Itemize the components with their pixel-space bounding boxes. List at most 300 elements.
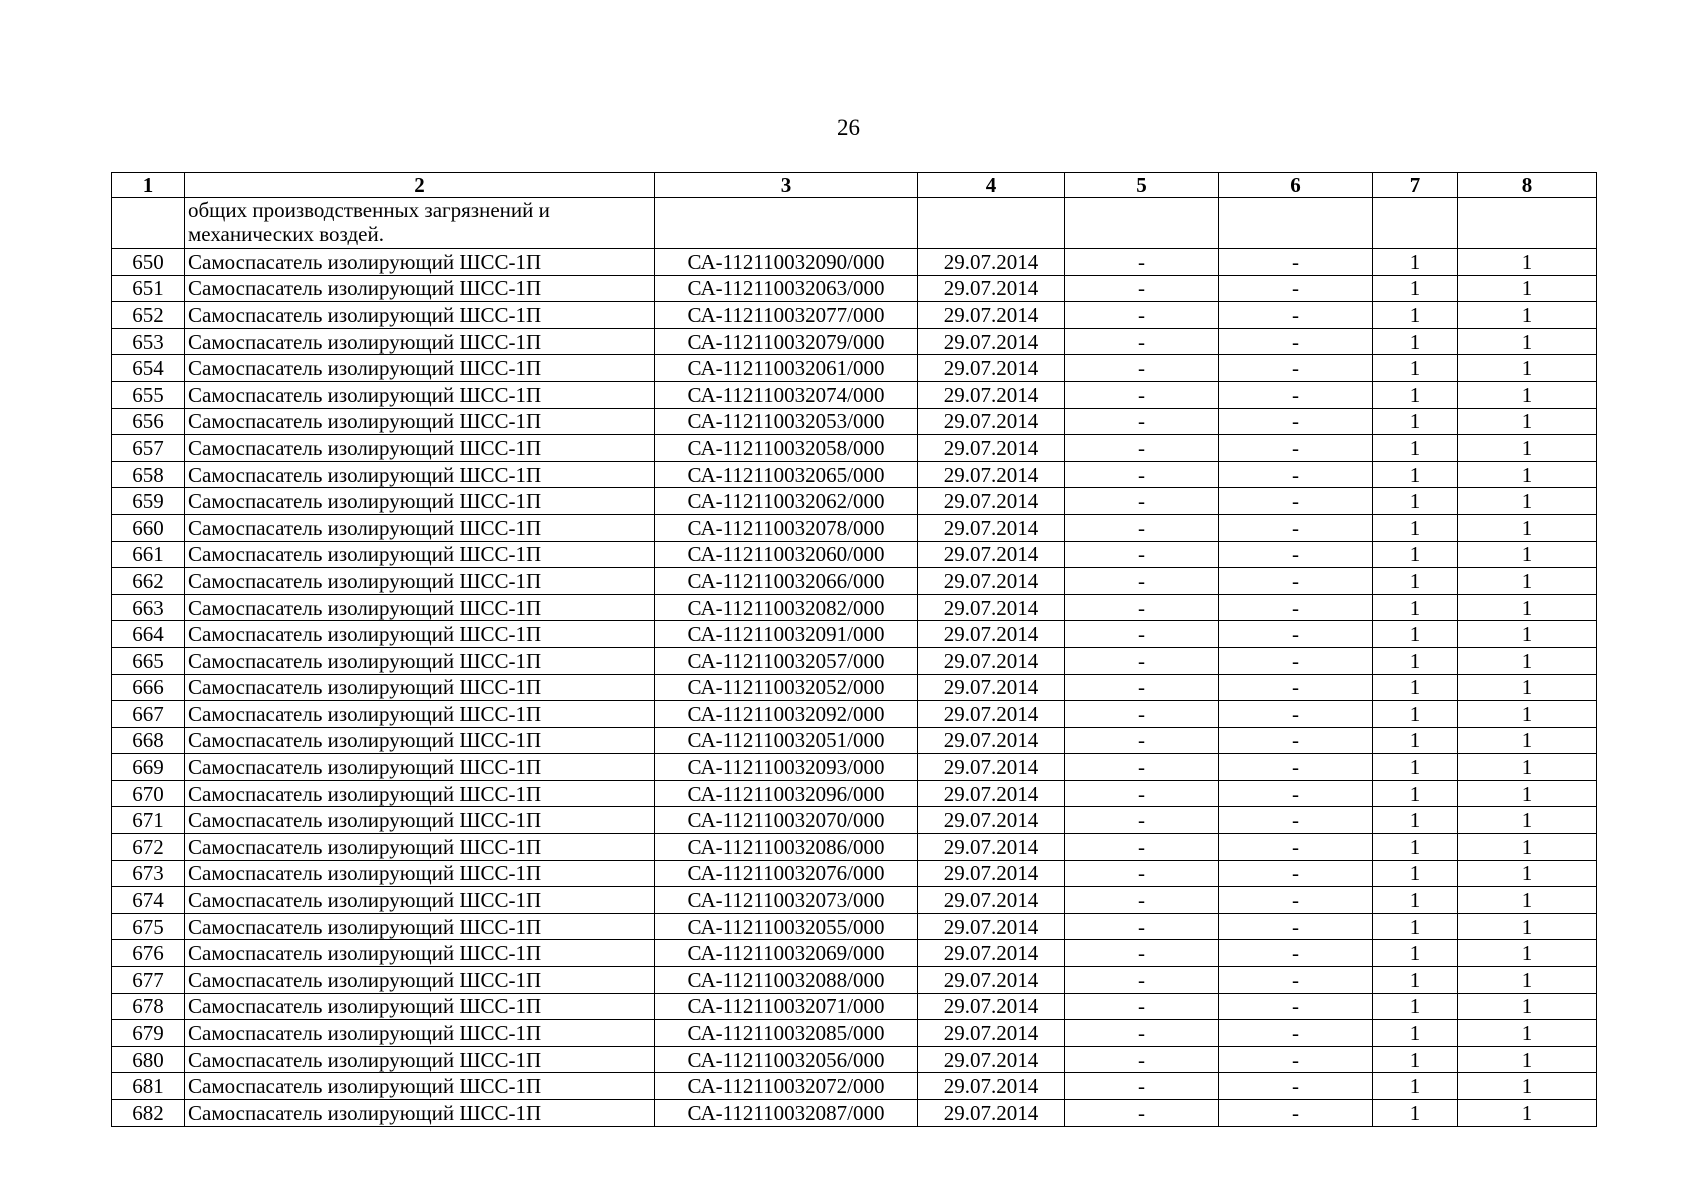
cell-col8: 1 <box>1458 381 1597 408</box>
table-row <box>112 381 1597 408</box>
table-row <box>112 1046 1597 1073</box>
cell-name: Самоспасатель изолирующий ШСС-1П <box>185 541 655 568</box>
cell-col5: - <box>1065 1100 1219 1127</box>
cell-code: СА-112110032070/000 <box>655 807 918 834</box>
cell-code: СА-112110032057/000 <box>655 647 918 674</box>
cell-col6: - <box>1219 408 1373 435</box>
cell-col5: - <box>1065 594 1219 621</box>
table-row <box>112 701 1597 728</box>
cell-col8: 1 <box>1458 594 1597 621</box>
cell-col8: 1 <box>1458 621 1597 648</box>
cell-code: СА-112110032063/000 <box>655 275 918 302</box>
cell-date: 29.07.2014 <box>918 594 1065 621</box>
cell-col5: - <box>1065 461 1219 488</box>
cell-number <box>112 198 185 249</box>
cell-code: СА-112110032052/000 <box>655 674 918 701</box>
cell-col5: - <box>1065 860 1219 887</box>
cell-col8: 1 <box>1458 1046 1597 1073</box>
cell-code: СА-112110032053/000 <box>655 408 918 435</box>
cell-col6: - <box>1219 674 1373 701</box>
cell-date: 29.07.2014 <box>918 541 1065 568</box>
cell-col7: 1 <box>1373 488 1458 515</box>
cell-col6: - <box>1219 355 1373 382</box>
cell-col8: 1 <box>1458 727 1597 754</box>
cell-date: 29.07.2014 <box>918 328 1065 355</box>
cell-col6: - <box>1219 647 1373 674</box>
cell-code: СА-112110032071/000 <box>655 993 918 1020</box>
cell-col5: - <box>1065 249 1219 276</box>
cell-name: Самоспасатель изолирующий ШСС-1П <box>185 1046 655 1073</box>
cell-col8: 1 <box>1458 993 1597 1020</box>
cell-col7: 1 <box>1373 1020 1458 1047</box>
cell-col5: - <box>1065 674 1219 701</box>
continuation-row <box>112 198 1597 249</box>
table-row <box>112 1020 1597 1047</box>
cell-date <box>918 198 1065 249</box>
cell-name: Самоспасатель изолирующий ШСС-1П <box>185 461 655 488</box>
cell-name: Самоспасатель изолирующий ШСС-1П <box>185 1073 655 1100</box>
cell-name: Самоспасатель изолирующий ШСС-1П <box>185 594 655 621</box>
cell-col6: - <box>1219 302 1373 329</box>
cell-name: Самоспасатель изолирующий ШСС-1П <box>185 1100 655 1127</box>
table-row <box>112 488 1597 515</box>
cell-number: 672 <box>112 834 185 861</box>
cell-col7: 1 <box>1373 860 1458 887</box>
cell-name: Самоспасатель изолирующий ШСС-1П <box>185 701 655 728</box>
column-header-5: 5 <box>1065 173 1219 198</box>
cell-col8: 1 <box>1458 1073 1597 1100</box>
cell-code: СА-112110032088/000 <box>655 967 918 994</box>
cell-date: 29.07.2014 <box>918 621 1065 648</box>
cell-col6: - <box>1219 834 1373 861</box>
cell-col8: 1 <box>1458 701 1597 728</box>
cell-col8: 1 <box>1458 887 1597 914</box>
column-header-3: 3 <box>655 173 918 198</box>
cell-col6: - <box>1219 435 1373 462</box>
cell-date: 29.07.2014 <box>918 807 1065 834</box>
cell-name: Самоспасатель изолирующий ШСС-1П <box>185 514 655 541</box>
cell-number: 650 <box>112 249 185 276</box>
cell-number: 660 <box>112 514 185 541</box>
cell-col5: - <box>1065 993 1219 1020</box>
table-row <box>112 940 1597 967</box>
cell-name: Самоспасатель изолирующий ШСС-1П <box>185 1020 655 1047</box>
cell-col6: - <box>1219 275 1373 302</box>
cell-col7: 1 <box>1373 807 1458 834</box>
cell-date: 29.07.2014 <box>918 674 1065 701</box>
page-number: 26 <box>837 115 860 140</box>
cell-code: СА-112110032066/000 <box>655 568 918 595</box>
cell-col5: - <box>1065 621 1219 648</box>
cell-col8: 1 <box>1458 488 1597 515</box>
cell-number: 677 <box>112 967 185 994</box>
cell-col5: - <box>1065 568 1219 595</box>
cell-number: 651 <box>112 275 185 302</box>
column-header-6: 6 <box>1219 173 1373 198</box>
cell-col6: - <box>1219 1100 1373 1127</box>
cell-date: 29.07.2014 <box>918 727 1065 754</box>
cell-number: 678 <box>112 993 185 1020</box>
cell-col7: 1 <box>1373 435 1458 462</box>
cell-number: 679 <box>112 1020 185 1047</box>
cell-number: 658 <box>112 461 185 488</box>
cell-col7: 1 <box>1373 1073 1458 1100</box>
cell-col7: 1 <box>1373 302 1458 329</box>
cell-name: Самоспасатель изолирующий ШСС-1П <box>185 328 655 355</box>
cell-col8: 1 <box>1458 408 1597 435</box>
cell-date: 29.07.2014 <box>918 568 1065 595</box>
cell-col5: - <box>1065 727 1219 754</box>
cell-col8: 1 <box>1458 647 1597 674</box>
cell-name: Самоспасатель изолирующий ШСС-1П <box>185 834 655 861</box>
cell-date: 29.07.2014 <box>918 275 1065 302</box>
cell-col7: 1 <box>1373 275 1458 302</box>
cell-name: Самоспасатель изолирующий ШСС-1П <box>185 647 655 674</box>
cell-col5: - <box>1065 701 1219 728</box>
cell-code: СА-112110032058/000 <box>655 435 918 462</box>
cell-col6: - <box>1219 328 1373 355</box>
cell-name: Самоспасатель изолирующий ШСС-1П <box>185 355 655 382</box>
cell-col7: 1 <box>1373 967 1458 994</box>
cell-col8: 1 <box>1458 461 1597 488</box>
cell-date: 29.07.2014 <box>918 887 1065 914</box>
cell-col7: 1 <box>1373 1046 1458 1073</box>
cell-name: Самоспасатель изолирующий ШСС-1П <box>185 568 655 595</box>
cell-col6: - <box>1219 594 1373 621</box>
cell-col6: - <box>1219 461 1373 488</box>
cell-col6: - <box>1219 780 1373 807</box>
cell-number: 667 <box>112 701 185 728</box>
cell-name: Самоспасатель изолирующий ШСС-1П <box>185 302 655 329</box>
cell-name: Самоспасатель изолирующий ШСС-1П <box>185 674 655 701</box>
cell-number: 673 <box>112 860 185 887</box>
cell-code: СА-112110032069/000 <box>655 940 918 967</box>
cell-col8: 1 <box>1458 302 1597 329</box>
cell-number: 663 <box>112 594 185 621</box>
table-row <box>112 514 1597 541</box>
cell-col6: - <box>1219 993 1373 1020</box>
table-row <box>112 541 1597 568</box>
cell-name: Самоспасатель изолирующий ШСС-1П <box>185 807 655 834</box>
cell-number: 661 <box>112 541 185 568</box>
cell-col5: - <box>1065 435 1219 462</box>
cell-name: Самоспасатель изолирующий ШСС-1П <box>185 940 655 967</box>
cell-name: Самоспасатель изолирующий ШСС-1П <box>185 275 655 302</box>
cell-number: 675 <box>112 913 185 940</box>
cell-col5: - <box>1065 913 1219 940</box>
cell-name: Самоспасатель изолирующий ШСС-1П <box>185 780 655 807</box>
cell-number: 659 <box>112 488 185 515</box>
cell-col8 <box>1458 198 1597 249</box>
cell-col7: 1 <box>1373 249 1458 276</box>
cell-col7: 1 <box>1373 408 1458 435</box>
cell-col8: 1 <box>1458 514 1597 541</box>
cell-col6: - <box>1219 621 1373 648</box>
cell-code: СА-112110032065/000 <box>655 461 918 488</box>
cell-col6: - <box>1219 860 1373 887</box>
cell-col5 <box>1065 198 1219 249</box>
cell-date: 29.07.2014 <box>918 488 1065 515</box>
cell-col6: - <box>1219 727 1373 754</box>
cell-name: Самоспасатель изолирующий ШСС-1П <box>185 754 655 781</box>
table-row <box>112 860 1597 887</box>
cell-code: СА-112110032086/000 <box>655 834 918 861</box>
cell-col7: 1 <box>1373 514 1458 541</box>
table-row <box>112 647 1597 674</box>
cell-number: 670 <box>112 780 185 807</box>
cell-col5: - <box>1065 381 1219 408</box>
table-row <box>112 913 1597 940</box>
cell-col7: 1 <box>1373 780 1458 807</box>
cell-col6: - <box>1219 1073 1373 1100</box>
cell-name: Самоспасатель изолирующий ШСС-1П <box>185 249 655 276</box>
cell-number: 664 <box>112 621 185 648</box>
cell-col6: - <box>1219 1020 1373 1047</box>
cell-col6: - <box>1219 913 1373 940</box>
cell-col8: 1 <box>1458 913 1597 940</box>
cell-code: СА-112110032056/000 <box>655 1046 918 1073</box>
cell-col7: 1 <box>1373 328 1458 355</box>
column-header-4: 4 <box>918 173 1065 198</box>
table-row <box>112 674 1597 701</box>
cell-col8: 1 <box>1458 754 1597 781</box>
column-header-2: 2 <box>185 173 655 198</box>
cell-code: СА-112110032055/000 <box>655 913 918 940</box>
cell-col6: - <box>1219 967 1373 994</box>
cell-date: 29.07.2014 <box>918 913 1065 940</box>
cell-date: 29.07.2014 <box>918 302 1065 329</box>
cell-col7: 1 <box>1373 541 1458 568</box>
cell-col8: 1 <box>1458 834 1597 861</box>
table-row <box>112 328 1597 355</box>
table-row <box>112 408 1597 435</box>
cell-name: Самоспасатель изолирующий ШСС-1П <box>185 727 655 754</box>
cell-code: СА-112110032060/000 <box>655 541 918 568</box>
table-row <box>112 807 1597 834</box>
cell-date: 29.07.2014 <box>918 1100 1065 1127</box>
cell-date: 29.07.2014 <box>918 701 1065 728</box>
cell-col8: 1 <box>1458 328 1597 355</box>
cell-name: Самоспасатель изолирующий ШСС-1П <box>185 993 655 1020</box>
cell-col5: - <box>1065 807 1219 834</box>
cell-col7: 1 <box>1373 834 1458 861</box>
table-row <box>112 967 1597 994</box>
cell-col5: - <box>1065 780 1219 807</box>
cell-name: Самоспасатель изолирующий ШСС-1П <box>185 621 655 648</box>
cell-number: 666 <box>112 674 185 701</box>
cell-col6: - <box>1219 1046 1373 1073</box>
cell-col7: 1 <box>1373 727 1458 754</box>
cell-code: СА-112110032051/000 <box>655 727 918 754</box>
cell-col5: - <box>1065 302 1219 329</box>
cell-col7: 1 <box>1373 1100 1458 1127</box>
cell-col7 <box>1373 198 1458 249</box>
cell-number: 655 <box>112 381 185 408</box>
cell-name <box>185 198 655 249</box>
cell-col7: 1 <box>1373 381 1458 408</box>
cell-number: 680 <box>112 1046 185 1073</box>
cell-number: 657 <box>112 435 185 462</box>
cell-code: СА-112110032087/000 <box>655 1100 918 1127</box>
cell-date: 29.07.2014 <box>918 514 1065 541</box>
column-header-7: 7 <box>1373 173 1458 198</box>
table-row <box>112 1073 1597 1100</box>
cell-col7: 1 <box>1373 568 1458 595</box>
column-header-1: 1 <box>112 173 185 198</box>
cell-col5: - <box>1065 514 1219 541</box>
cell-number: 681 <box>112 1073 185 1100</box>
cell-date: 29.07.2014 <box>918 647 1065 674</box>
cell-date: 29.07.2014 <box>918 834 1065 861</box>
cell-col7: 1 <box>1373 674 1458 701</box>
table-row <box>112 249 1597 276</box>
cell-col6: - <box>1219 568 1373 595</box>
cell-col7: 1 <box>1373 913 1458 940</box>
cell-date: 29.07.2014 <box>918 860 1065 887</box>
cell-number: 656 <box>112 408 185 435</box>
table-row <box>112 993 1597 1020</box>
cell-code: СА-112110032078/000 <box>655 514 918 541</box>
cell-number: 676 <box>112 940 185 967</box>
cell-col8: 1 <box>1458 967 1597 994</box>
table-row <box>112 834 1597 861</box>
cell-col8: 1 <box>1458 860 1597 887</box>
cell-code: СА-112110032077/000 <box>655 302 918 329</box>
cell-date: 29.07.2014 <box>918 967 1065 994</box>
table-row <box>112 355 1597 382</box>
table-row <box>112 621 1597 648</box>
cell-col8: 1 <box>1458 674 1597 701</box>
cell-name: Самоспасатель изолирующий ШСС-1П <box>185 967 655 994</box>
cell-col8: 1 <box>1458 568 1597 595</box>
cell-date: 29.07.2014 <box>918 1046 1065 1073</box>
cell-date: 29.07.2014 <box>918 754 1065 781</box>
cell-code: СА-112110032076/000 <box>655 860 918 887</box>
cell-code: СА-112110032093/000 <box>655 754 918 781</box>
cell-col8: 1 <box>1458 780 1597 807</box>
cell-number: 682 <box>112 1100 185 1127</box>
cell-col8: 1 <box>1458 1020 1597 1047</box>
table-row <box>112 754 1597 781</box>
cell-col8: 1 <box>1458 1100 1597 1127</box>
cell-code: СА-112110032090/000 <box>655 249 918 276</box>
cell-col6: - <box>1219 541 1373 568</box>
cell-col5: - <box>1065 967 1219 994</box>
cell-col6: - <box>1219 249 1373 276</box>
cell-col8: 1 <box>1458 435 1597 462</box>
cell-col5: - <box>1065 754 1219 781</box>
cell-code: СА-112110032092/000 <box>655 701 918 728</box>
cell-name: Самоспасатель изолирующий ШСС-1П <box>185 488 655 515</box>
cell-date: 29.07.2014 <box>918 435 1065 462</box>
cell-col5: - <box>1065 408 1219 435</box>
cell-name: Самоспасатель изолирующий ШСС-1П <box>185 381 655 408</box>
cell-col8: 1 <box>1458 807 1597 834</box>
cell-name: Самоспасатель изолирующий ШСС-1П <box>185 408 655 435</box>
cell-date: 29.07.2014 <box>918 249 1065 276</box>
cell-name: Самоспасатель изолирующий ШСС-1П <box>185 435 655 462</box>
cell-date: 29.07.2014 <box>918 1020 1065 1047</box>
cell-col6: - <box>1219 381 1373 408</box>
cell-col7: 1 <box>1373 594 1458 621</box>
cell-col5: - <box>1065 488 1219 515</box>
cell-date: 29.07.2014 <box>918 1073 1065 1100</box>
cell-code <box>655 198 918 249</box>
inventory-table <box>111 172 1597 1127</box>
cell-code: СА-112110032079/000 <box>655 328 918 355</box>
cell-col5: - <box>1065 275 1219 302</box>
cell-code: СА-112110032085/000 <box>655 1020 918 1047</box>
cell-number: 665 <box>112 647 185 674</box>
cell-code: СА-112110032096/000 <box>655 780 918 807</box>
cell-col5: - <box>1065 834 1219 861</box>
cell-col6 <box>1219 198 1373 249</box>
column-header-8: 8 <box>1458 173 1597 198</box>
cell-col7: 1 <box>1373 621 1458 648</box>
cell-col7: 1 <box>1373 940 1458 967</box>
cell-col7: 1 <box>1373 887 1458 914</box>
cell-name: Самоспасатель изолирующий ШСС-1П <box>185 913 655 940</box>
cell-number: 671 <box>112 807 185 834</box>
cell-number: 668 <box>112 727 185 754</box>
cell-col6: - <box>1219 887 1373 914</box>
cell-col6: - <box>1219 754 1373 781</box>
cell-col5: - <box>1065 1073 1219 1100</box>
table-row <box>112 302 1597 329</box>
cell-name: Самоспасатель изолирующий ШСС-1П <box>185 860 655 887</box>
cell-number: 653 <box>112 328 185 355</box>
cell-col6: - <box>1219 488 1373 515</box>
table-body <box>112 198 1597 1127</box>
cell-number: 669 <box>112 754 185 781</box>
cell-col7: 1 <box>1373 647 1458 674</box>
cell-col5: - <box>1065 1020 1219 1047</box>
table-row <box>112 461 1597 488</box>
cell-col6: - <box>1219 807 1373 834</box>
table-row <box>112 1100 1597 1127</box>
continuation-text: общих производственных загрязнений и механических воздей. <box>188 198 550 246</box>
cell-col8: 1 <box>1458 541 1597 568</box>
table-row <box>112 435 1597 462</box>
cell-col7: 1 <box>1373 701 1458 728</box>
cell-col7: 1 <box>1373 754 1458 781</box>
cell-code: СА-112110032074/000 <box>655 381 918 408</box>
cell-col5: - <box>1065 541 1219 568</box>
cell-date: 29.07.2014 <box>918 993 1065 1020</box>
cell-col6: - <box>1219 701 1373 728</box>
cell-date: 29.07.2014 <box>918 940 1065 967</box>
cell-code: СА-112110032082/000 <box>655 594 918 621</box>
cell-col7: 1 <box>1373 993 1458 1020</box>
table-row <box>112 568 1597 595</box>
cell-date: 29.07.2014 <box>918 461 1065 488</box>
cell-col8: 1 <box>1458 355 1597 382</box>
cell-date: 29.07.2014 <box>918 408 1065 435</box>
cell-date: 29.07.2014 <box>918 355 1065 382</box>
cell-col5: - <box>1065 355 1219 382</box>
cell-code: СА-112110032073/000 <box>655 887 918 914</box>
table-row <box>112 275 1597 302</box>
cell-col6: - <box>1219 940 1373 967</box>
cell-date: 29.07.2014 <box>918 780 1065 807</box>
table-row <box>112 887 1597 914</box>
cell-number: 654 <box>112 355 185 382</box>
table-header-row <box>112 173 1597 198</box>
cell-col5: - <box>1065 647 1219 674</box>
cell-date: 29.07.2014 <box>918 381 1065 408</box>
cell-code: СА-112110032091/000 <box>655 621 918 648</box>
cell-col5: - <box>1065 887 1219 914</box>
